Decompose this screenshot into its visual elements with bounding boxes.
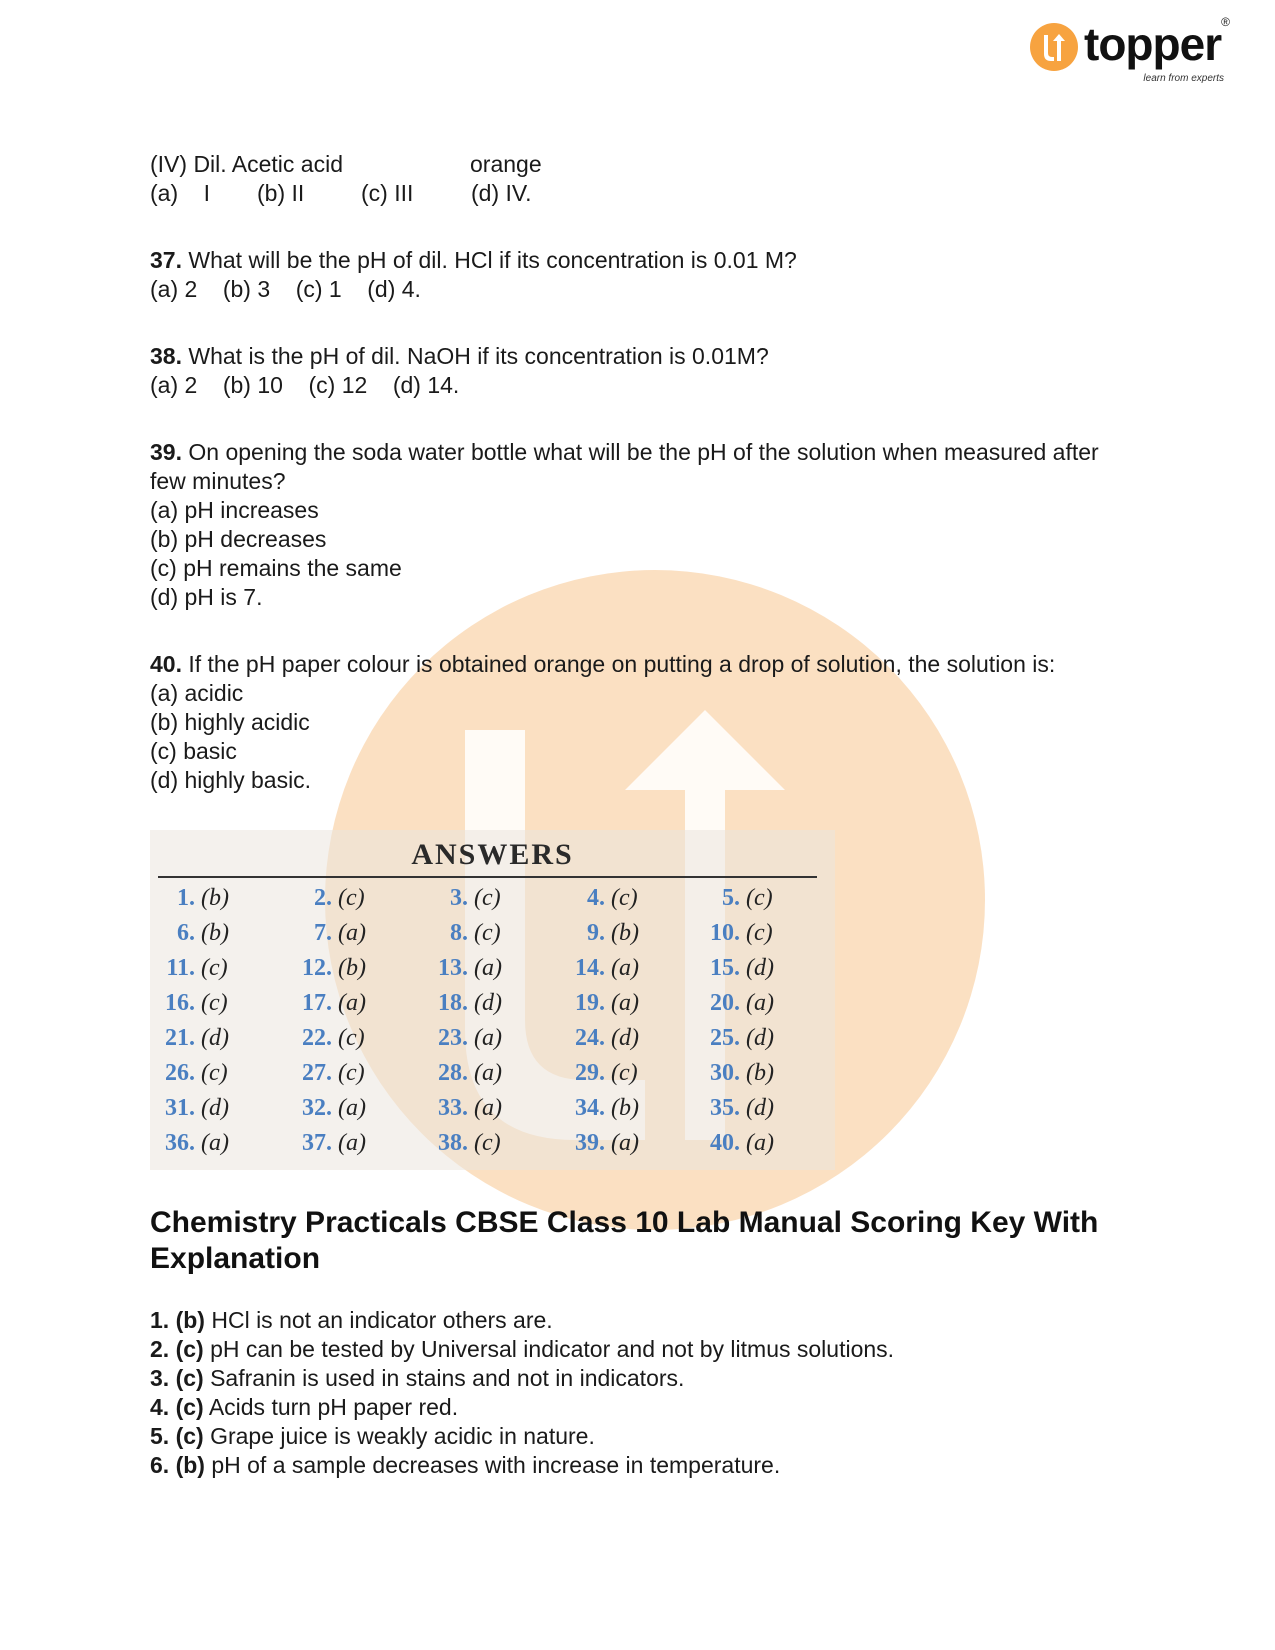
answer-cell bbox=[428, 1130, 501, 1157]
answer-option: (a) bbox=[611, 955, 639, 981]
answer-cell bbox=[292, 1130, 366, 1157]
answer-cell bbox=[155, 990, 228, 1017]
answer-cell bbox=[428, 1095, 502, 1122]
question-options: (a) 2 (b) 3 (c) 1 (d) 4. bbox=[150, 276, 421, 302]
answer-cell bbox=[700, 920, 773, 947]
answer-cell bbox=[565, 1025, 639, 1052]
answer-cell bbox=[565, 1060, 638, 1087]
answers-title: ANSWERS bbox=[411, 838, 574, 871]
answer-number: 12. bbox=[302, 955, 332, 981]
answers-row bbox=[150, 1130, 835, 1165]
answer-number: 34. bbox=[575, 1095, 605, 1121]
answer-cell bbox=[155, 1060, 228, 1087]
option: (a) pH increases bbox=[150, 497, 319, 523]
answer-option: (d) bbox=[746, 955, 774, 981]
option: (b) pH decreases bbox=[150, 526, 327, 552]
section-heading: Chemistry Practicals CBSE Class 10 Lab Manual Scoring Key With Explanation bbox=[150, 1206, 1099, 1275]
answer-option: (b) bbox=[746, 1060, 774, 1086]
answers-row bbox=[150, 955, 835, 990]
question-text: What is the pH of dil. NaOH if its concentration is 0.01M? bbox=[188, 343, 769, 369]
answer-option: (b) bbox=[201, 885, 229, 911]
answer-cell bbox=[155, 1095, 229, 1122]
option: (c) pH remains the same bbox=[150, 555, 402, 581]
topper-logo bbox=[1030, 15, 1230, 95]
answer-cell bbox=[292, 990, 366, 1017]
answer-cell bbox=[565, 1095, 639, 1122]
explanation-text: Acids turn pH paper red. bbox=[208, 1394, 459, 1420]
answer-number: 31. bbox=[165, 1095, 195, 1121]
answer-number: 16. bbox=[165, 990, 195, 1016]
answer-number: 24. bbox=[575, 1025, 605, 1051]
answer-cell bbox=[428, 955, 502, 982]
answers-row bbox=[150, 920, 835, 955]
answer-number: 22. bbox=[302, 1025, 332, 1051]
answer-cell bbox=[155, 1025, 229, 1052]
answer-option: (a) bbox=[474, 955, 502, 981]
answer-option: (a) bbox=[746, 990, 774, 1016]
explanation-item bbox=[150, 1422, 1140, 1451]
answer-cell bbox=[565, 885, 638, 912]
question-37 bbox=[150, 246, 1140, 304]
answer-option: (d) bbox=[611, 1025, 639, 1051]
question-number: 40. bbox=[150, 651, 182, 677]
question-text: If the pH paper colour is obtained orange on putting a drop of solution, the solution is: bbox=[188, 651, 1056, 677]
answer-option: (a) bbox=[611, 1130, 639, 1156]
prev-question-right: orange bbox=[470, 151, 542, 177]
answer-option: (c) bbox=[338, 1025, 365, 1051]
answer-number: 40. bbox=[710, 1130, 740, 1156]
question-number: 39. bbox=[150, 439, 182, 465]
answer-cell bbox=[428, 1060, 502, 1087]
answer-number: 2. bbox=[314, 885, 332, 911]
option: (a) acidic bbox=[150, 680, 244, 706]
answer-number: 11. bbox=[166, 955, 195, 981]
answer-option: (a) bbox=[611, 990, 639, 1016]
answer-option: (c) bbox=[746, 920, 773, 946]
answer-number: 13. bbox=[438, 955, 468, 981]
answer-option: (a) bbox=[338, 920, 366, 946]
prev-question-options bbox=[150, 179, 1140, 208]
answer-option: (c) bbox=[611, 1060, 638, 1086]
option: (b) II bbox=[257, 180, 305, 206]
option: (a) I bbox=[150, 180, 211, 206]
logo-wordmark: topper bbox=[1084, 18, 1222, 70]
explanation-key: 6. (b) bbox=[150, 1452, 205, 1478]
answer-number: 18. bbox=[438, 990, 468, 1016]
question-number: 38. bbox=[150, 343, 182, 369]
answer-option: (d) bbox=[746, 1095, 774, 1121]
answer-option: (a) bbox=[338, 1095, 366, 1121]
answer-number: 19. bbox=[575, 990, 605, 1016]
answer-number: 30. bbox=[710, 1060, 740, 1086]
explanation-item bbox=[150, 1393, 1140, 1422]
answer-cell bbox=[292, 955, 366, 982]
answer-option: (d) bbox=[746, 1025, 774, 1051]
answers-grid bbox=[150, 885, 835, 1165]
answer-option: (a) bbox=[201, 1130, 229, 1156]
option: (b) highly acidic bbox=[150, 709, 310, 735]
answer-number: 23. bbox=[438, 1025, 468, 1051]
answer-cell bbox=[700, 990, 774, 1017]
answers-table bbox=[150, 830, 835, 1170]
answer-cell bbox=[155, 920, 229, 947]
answer-number: 7. bbox=[314, 920, 332, 946]
answer-option: (a) bbox=[474, 1025, 502, 1051]
answer-number: 9. bbox=[587, 920, 605, 946]
answers-row bbox=[150, 1025, 835, 1060]
answer-option: (c) bbox=[611, 885, 638, 911]
answer-cell bbox=[155, 885, 229, 912]
explanation-text: pH of a sample decreases with increase in temperature. bbox=[211, 1452, 781, 1478]
explanation-item bbox=[150, 1306, 1140, 1335]
answer-option: (c) bbox=[201, 955, 228, 981]
explanation-item bbox=[150, 1335, 1140, 1364]
answer-option: (c) bbox=[746, 885, 773, 911]
explanation-item bbox=[150, 1451, 1140, 1480]
answer-number: 3. bbox=[450, 885, 468, 911]
explanation-text: pH can be tested by Universal indicator and not by litmus solutions. bbox=[210, 1336, 895, 1362]
answer-number: 4. bbox=[587, 885, 605, 911]
answer-cell bbox=[700, 1130, 774, 1157]
questions-section bbox=[150, 150, 1140, 795]
answer-cell bbox=[700, 1025, 774, 1052]
question-text: On opening the soda water bottle what will be the pH of the solution when measured after few minutes? bbox=[150, 439, 1099, 494]
answer-option: (a) bbox=[338, 1130, 366, 1156]
answer-cell bbox=[565, 990, 639, 1017]
answer-option: (d) bbox=[201, 1025, 229, 1051]
answer-cell bbox=[155, 1130, 229, 1157]
question-number: 37. bbox=[150, 247, 182, 273]
option: (d) highly basic. bbox=[150, 767, 312, 793]
answer-number: 37. bbox=[302, 1130, 332, 1156]
answer-number: 38. bbox=[438, 1130, 468, 1156]
answer-number: 39. bbox=[575, 1130, 605, 1156]
answer-cell bbox=[700, 1095, 774, 1122]
answer-number: 25. bbox=[710, 1025, 740, 1051]
answer-number: 20. bbox=[710, 990, 740, 1016]
answer-option: (c) bbox=[338, 885, 365, 911]
answer-number: 5. bbox=[722, 885, 740, 911]
question-options: (a) 2 (b) 10 (c) 12 (d) 14. bbox=[150, 372, 460, 398]
explanations-list bbox=[150, 1306, 1140, 1480]
answer-option: (b) bbox=[611, 920, 639, 946]
answer-option: (b) bbox=[611, 1095, 639, 1121]
answers-row bbox=[150, 1095, 835, 1130]
answer-number: 32. bbox=[302, 1095, 332, 1121]
question-39 bbox=[150, 438, 1140, 612]
answer-number: 26. bbox=[165, 1060, 195, 1086]
answer-number: 15. bbox=[710, 955, 740, 981]
topper-logo-icon bbox=[1030, 23, 1078, 71]
explanation-text: HCl is not an indicator others are. bbox=[211, 1307, 553, 1333]
answer-cell bbox=[292, 885, 365, 912]
answer-number: 28. bbox=[438, 1060, 468, 1086]
answer-number: 21. bbox=[165, 1025, 195, 1051]
explanation-item bbox=[150, 1364, 1140, 1393]
prev-question-line bbox=[150, 150, 1140, 179]
answer-cell bbox=[700, 885, 773, 912]
answer-number: 36. bbox=[165, 1130, 195, 1156]
question-text: What will be the pH of dil. HCl if its concentration is 0.01 M? bbox=[188, 247, 797, 273]
answer-cell bbox=[428, 920, 501, 947]
explanation-text: Safranin is used in stains and not in indicators. bbox=[210, 1365, 685, 1391]
answer-cell bbox=[428, 990, 502, 1017]
answer-cell bbox=[292, 1025, 365, 1052]
answer-cell bbox=[155, 955, 228, 982]
answer-cell bbox=[292, 920, 366, 947]
question-40 bbox=[150, 650, 1140, 795]
option: (d) IV. bbox=[471, 180, 532, 206]
answer-number: 10. bbox=[710, 920, 740, 946]
answer-option: (a) bbox=[474, 1095, 502, 1121]
answer-number: 33. bbox=[438, 1095, 468, 1121]
answer-option: (a) bbox=[746, 1130, 774, 1156]
answer-option: (c) bbox=[338, 1060, 365, 1086]
answer-option: (d) bbox=[474, 990, 502, 1016]
answer-number: 35. bbox=[710, 1095, 740, 1121]
option: (d) pH is 7. bbox=[150, 584, 263, 610]
explanation-key: 2. (c) bbox=[150, 1336, 204, 1362]
answer-number: 14. bbox=[575, 955, 605, 981]
answers-row bbox=[150, 1060, 835, 1095]
explanation-key: 4. (c) bbox=[150, 1394, 204, 1420]
answer-number: 8. bbox=[450, 920, 468, 946]
answer-option: (c) bbox=[474, 920, 501, 946]
option: (c) III bbox=[361, 180, 414, 206]
question-38 bbox=[150, 342, 1140, 400]
answer-cell bbox=[292, 1095, 366, 1122]
answer-option: (c) bbox=[474, 885, 501, 911]
explanation-key: 5. (c) bbox=[150, 1423, 204, 1449]
answer-cell bbox=[700, 955, 774, 982]
answer-option: (c) bbox=[201, 1060, 228, 1086]
answer-cell bbox=[292, 1060, 365, 1087]
answer-cell bbox=[428, 1025, 502, 1052]
explanation-key: 3. (c) bbox=[150, 1365, 204, 1391]
answer-cell bbox=[428, 885, 501, 912]
answer-number: 29. bbox=[575, 1060, 605, 1086]
answer-option: (a) bbox=[338, 990, 366, 1016]
explanation-text: Grape juice is weakly acidic in nature. bbox=[210, 1423, 595, 1449]
explanation-key: 1. (b) bbox=[150, 1307, 205, 1333]
answers-row bbox=[150, 990, 835, 1025]
prev-question-left: (IV) Dil. Acetic acid bbox=[150, 151, 343, 177]
answer-number: 6. bbox=[177, 920, 195, 946]
answer-option: (c) bbox=[474, 1130, 501, 1156]
answers-rule bbox=[158, 876, 817, 878]
answer-option: (b) bbox=[338, 955, 366, 981]
answer-option: (c) bbox=[201, 990, 228, 1016]
registered-mark: ® bbox=[1221, 15, 1230, 29]
answer-cell bbox=[565, 920, 639, 947]
answers-row bbox=[150, 885, 835, 920]
answer-number: 27. bbox=[302, 1060, 332, 1086]
answer-number: 1. bbox=[177, 885, 195, 911]
answer-cell bbox=[565, 1130, 639, 1157]
answer-option: (a) bbox=[474, 1060, 502, 1086]
logo-tagline: learn from experts bbox=[1143, 73, 1224, 84]
answer-cell bbox=[700, 1060, 774, 1087]
answer-cell bbox=[565, 955, 639, 982]
answer-number: 17. bbox=[302, 990, 332, 1016]
option: (c) basic bbox=[150, 738, 237, 764]
answer-option: (b) bbox=[201, 920, 229, 946]
answer-option: (d) bbox=[201, 1095, 229, 1121]
